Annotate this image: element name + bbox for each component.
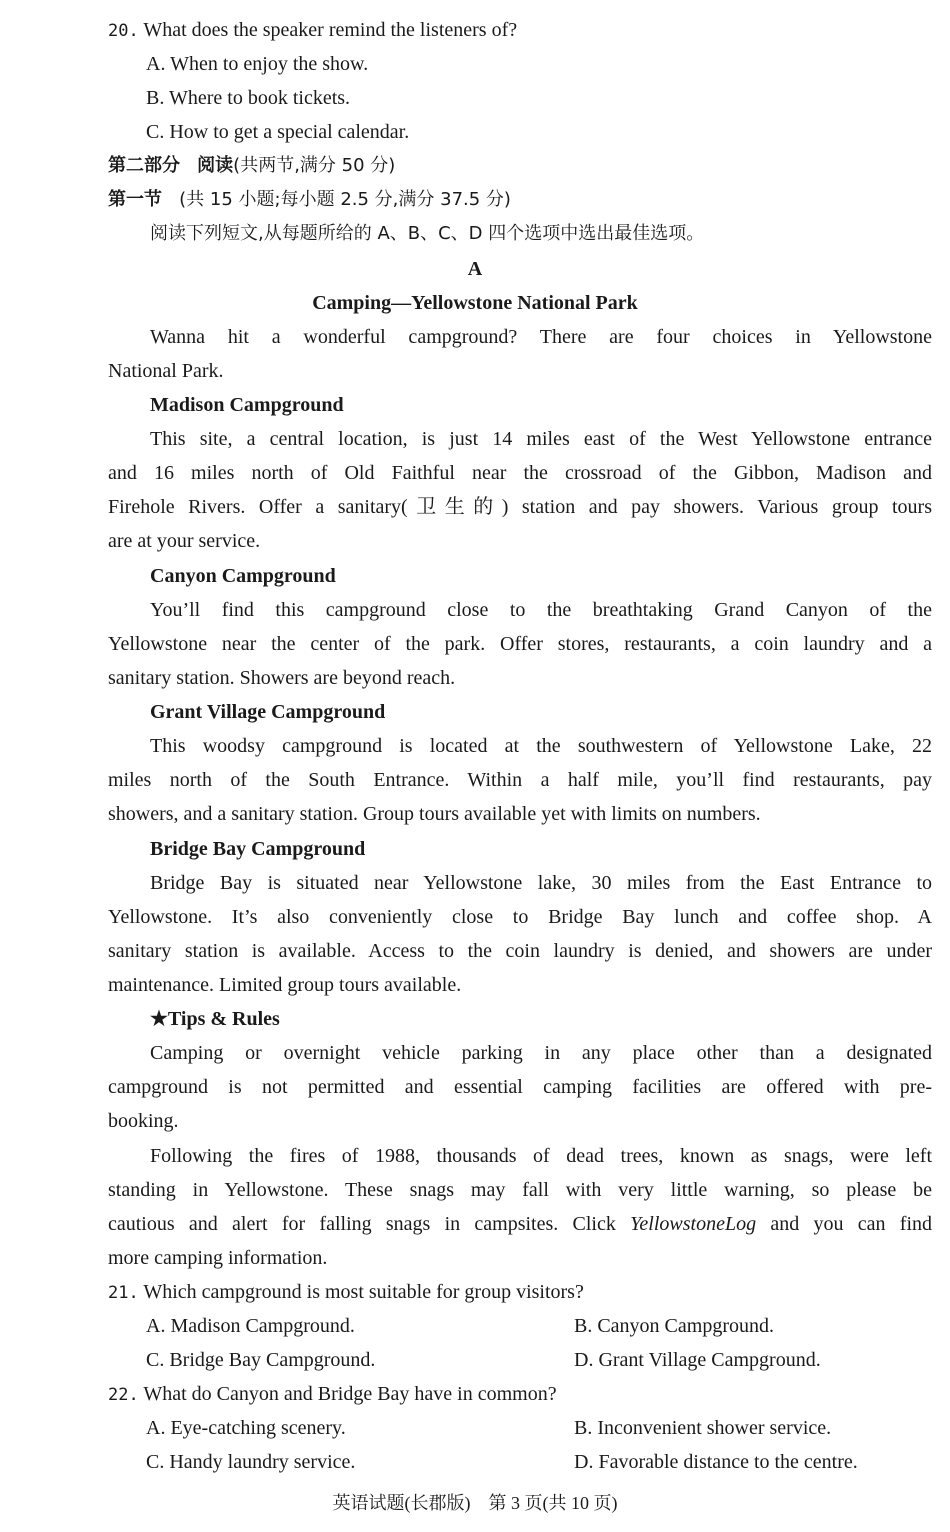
- question-stem: What does the speaker remind the listeners of?: [143, 19, 518, 41]
- page-footer: 英语试题(长郡版) 第 3 页(共 10 页): [332, 1493, 618, 1513]
- madison-line: Firehole Rivers. Offer a sanitary(卫生的) station and pay showers. Various group tours: [108, 496, 932, 518]
- intro-line: Wanna hit a wonderful campground? There are four choices in Yellowstone: [150, 326, 932, 348]
- canyon-line: sanitary station. Showers are beyond reach.: [108, 667, 456, 689]
- madison-line: This site, a central location, is just 14 miles east of the West Yellowstone entrance: [150, 428, 932, 450]
- q21-option-a: A. Madison Campground.: [146, 1315, 355, 1337]
- q20-option-a: A. When to enjoy the show.: [146, 53, 369, 75]
- part-note: (共两节,满分 50 分): [233, 155, 396, 176]
- q21-option-c: C. Bridge Bay Campground.: [146, 1349, 376, 1371]
- question-20: [108, 17, 517, 44]
- question-number: 20.: [108, 21, 139, 41]
- tips-line: [108, 1211, 932, 1237]
- part-name: 阅读: [197, 155, 234, 176]
- tips-heading: ★Tips & Rules: [150, 1008, 280, 1030]
- tips-line: Camping or overnight vehicle parking in any place other than a designated: [150, 1042, 932, 1064]
- intro-line: National Park.: [108, 360, 224, 382]
- q21-option-b: B. Canyon Campground.: [574, 1315, 774, 1337]
- bridge-heading: Bridge Bay Campground: [150, 838, 366, 860]
- tips-line: more camping information.: [108, 1247, 328, 1269]
- grant-line: miles north of the South Entrance. Within a half mile, you’ll find restaurants, pay: [108, 769, 932, 791]
- q22-option-b: B. Inconvenient shower service.: [574, 1417, 832, 1439]
- part-title: 第二部分: [108, 155, 180, 176]
- tips-text: cautious and alert for falling snags in campsites. Click: [108, 1213, 631, 1235]
- canyon-line: Yellowstone near the center of the park. Offer stores, restaurants, a coin laundry and a: [108, 633, 932, 655]
- grant-line: This woodsy campground is located at the southwestern of Yellowstone Lake, 22: [150, 735, 932, 757]
- grant-heading: Grant Village Campground: [150, 701, 386, 723]
- question-stem: Which campground is most suitable for group visitors?: [143, 1281, 584, 1303]
- grant-line: showers, and a sanitary station. Group tours available yet with limits on numbers.: [108, 803, 761, 825]
- part-heading: [108, 153, 395, 179]
- madison-line: and 16 miles north of Old Faithful near the crossroad of the Gibbon, Madison and: [108, 462, 932, 484]
- tips-text: and you can find: [756, 1213, 933, 1235]
- q21-option-d: D. Grant Village Campground.: [574, 1349, 821, 1371]
- bridge-line: sanitary station is available. Access to the coin laundry is denied, and showers are under: [108, 940, 932, 962]
- q22-option-c: C. Handy laundry service.: [146, 1451, 356, 1473]
- tips-line: booking.: [108, 1110, 179, 1132]
- madison-line: are at your service.: [108, 530, 261, 552]
- bridge-line: Yellowstone. It’s also conveniently close to Bridge Bay lunch and coffee shop. A: [108, 906, 932, 928]
- instruction: 阅读下列短文,从每题所给的 A、B、C、D 四个选项中选出最佳选项。: [150, 223, 705, 244]
- passage-label: A: [467, 258, 483, 280]
- madison-heading: Madison Campground: [150, 394, 344, 416]
- canyon-heading: Canyon Campground: [150, 565, 336, 587]
- passage-title: Camping—Yellowstone National Park: [312, 292, 638, 314]
- tips-line: campground is not permitted and essential camping facilities are offered with pre-: [108, 1076, 932, 1098]
- q22-option-d: D. Favorable distance to the centre.: [574, 1451, 858, 1473]
- section-title: 第一节: [108, 189, 162, 210]
- tips-line: Following the fires of 1988, thousands of dead trees, known as snags, were left: [150, 1145, 932, 1167]
- tips-line: standing in Yellowstone. These snags may fall with very little warning, so please be: [108, 1179, 932, 1201]
- bridge-line: Bridge Bay is situated near Yellowstone lake, 30 miles from the East Entrance to: [150, 872, 932, 894]
- section-note: (共 15 小题;每小题 2.5 分,满分 37.5 分): [179, 189, 511, 210]
- section-heading: [108, 187, 511, 213]
- yellowstonelog-link[interactable]: YellowstoneLog: [630, 1213, 757, 1235]
- question-22: [108, 1381, 557, 1408]
- q22-option-a: A. Eye-catching scenery.: [146, 1417, 346, 1439]
- question-stem: What do Canyon and Bridge Bay have in common?: [143, 1383, 557, 1405]
- q20-option-b: B. Where to book tickets.: [146, 87, 351, 109]
- q20-option-c: C. How to get a special calendar.: [146, 121, 410, 143]
- question-21: [108, 1279, 584, 1306]
- question-number: 22.: [108, 1385, 139, 1405]
- question-number: 21.: [108, 1283, 139, 1303]
- canyon-line: You’ll find this campground close to the breathtaking Grand Canyon of the: [150, 599, 932, 621]
- bridge-line: maintenance. Limited group tours available.: [108, 974, 462, 996]
